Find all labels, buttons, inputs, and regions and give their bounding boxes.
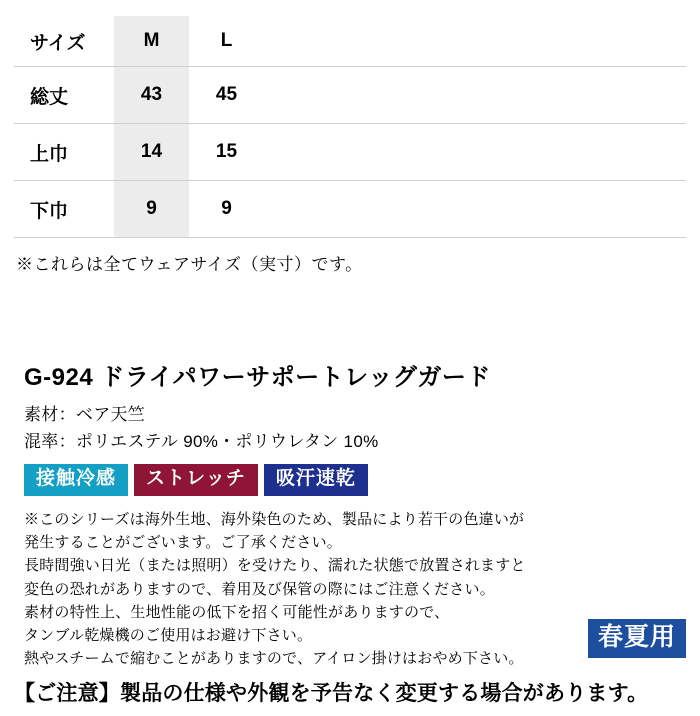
product-section (14, 357, 686, 671)
row-value-lower-width-m: 9 (114, 181, 189, 238)
table-row (14, 181, 686, 238)
row-label-total-length: 総丈 (14, 67, 114, 124)
caution-line: 発生することがございます。ご了承ください。 (24, 534, 343, 552)
caution-text (24, 508, 686, 671)
size-table-body (14, 67, 686, 238)
caution-line: 素材の特性上、生地性能の低下を招く可能性がありますので、 (24, 603, 450, 621)
feature-badges (24, 464, 686, 496)
row-spacer (264, 67, 686, 124)
row-label-lower-width: 下巾 (14, 181, 114, 238)
size-table-head (14, 16, 686, 67)
row-spacer (264, 181, 686, 238)
row-value-total-length-m: 43 (114, 67, 189, 124)
size-table-header-spacer (264, 16, 686, 67)
size-table-header-label: サイズ (14, 16, 114, 67)
row-value-total-length-l: 45 (189, 67, 264, 124)
caution-line: 熱やスチームで縮むことがありますので、アイロン掛けはおやめ下さい。 (24, 650, 524, 668)
table-header-row (14, 16, 686, 67)
caution-line: タンブル乾燥機のご使用はお避け下さい。 (24, 627, 313, 645)
size-table-header-l: L (189, 16, 264, 67)
caution-line: 長時間強い日光（または照明）を受けたり、濡れた状態で放置されますと (24, 557, 526, 575)
size-table-header-m: M (114, 16, 189, 67)
product-info-page (0, 16, 700, 716)
row-label-upper-width: 上巾 (14, 124, 114, 181)
table-row (14, 67, 686, 124)
caution-line: ※このシリーズは海外生地、海外染色のため、製品により若干の色違いが (24, 510, 525, 528)
row-spacer (264, 124, 686, 181)
row-value-upper-width-m: 14 (114, 124, 189, 181)
badge-stretch: ストレッチ (134, 464, 258, 496)
product-title: G-924 ドライパワーサポートレッグガード (24, 364, 491, 391)
caution-line: 変色の恐れがありますので、着用及び保管の際にはご注意ください。 (24, 580, 495, 598)
badge-cooling-touch: 接触冷感 (24, 464, 128, 496)
row-value-lower-width-l: 9 (189, 181, 264, 238)
size-table (14, 16, 686, 238)
product-material: 素材：ベア天竺 (24, 405, 146, 424)
badge-quick-dry: 吸汗速乾 (264, 464, 368, 496)
bottom-notice: 【ご注意】製品の仕様や外観を予告なく変更する場合があります。 (14, 682, 649, 705)
season-tag: 春夏用 (588, 619, 686, 658)
product-blend: 混率：ポリエステル 90%・ポリウレタン 10% (24, 432, 379, 451)
size-table-note: ※これらは全てウェアサイズ（実寸）です。 (16, 255, 363, 274)
table-row (14, 124, 686, 181)
row-value-upper-width-l: 15 (189, 124, 264, 181)
